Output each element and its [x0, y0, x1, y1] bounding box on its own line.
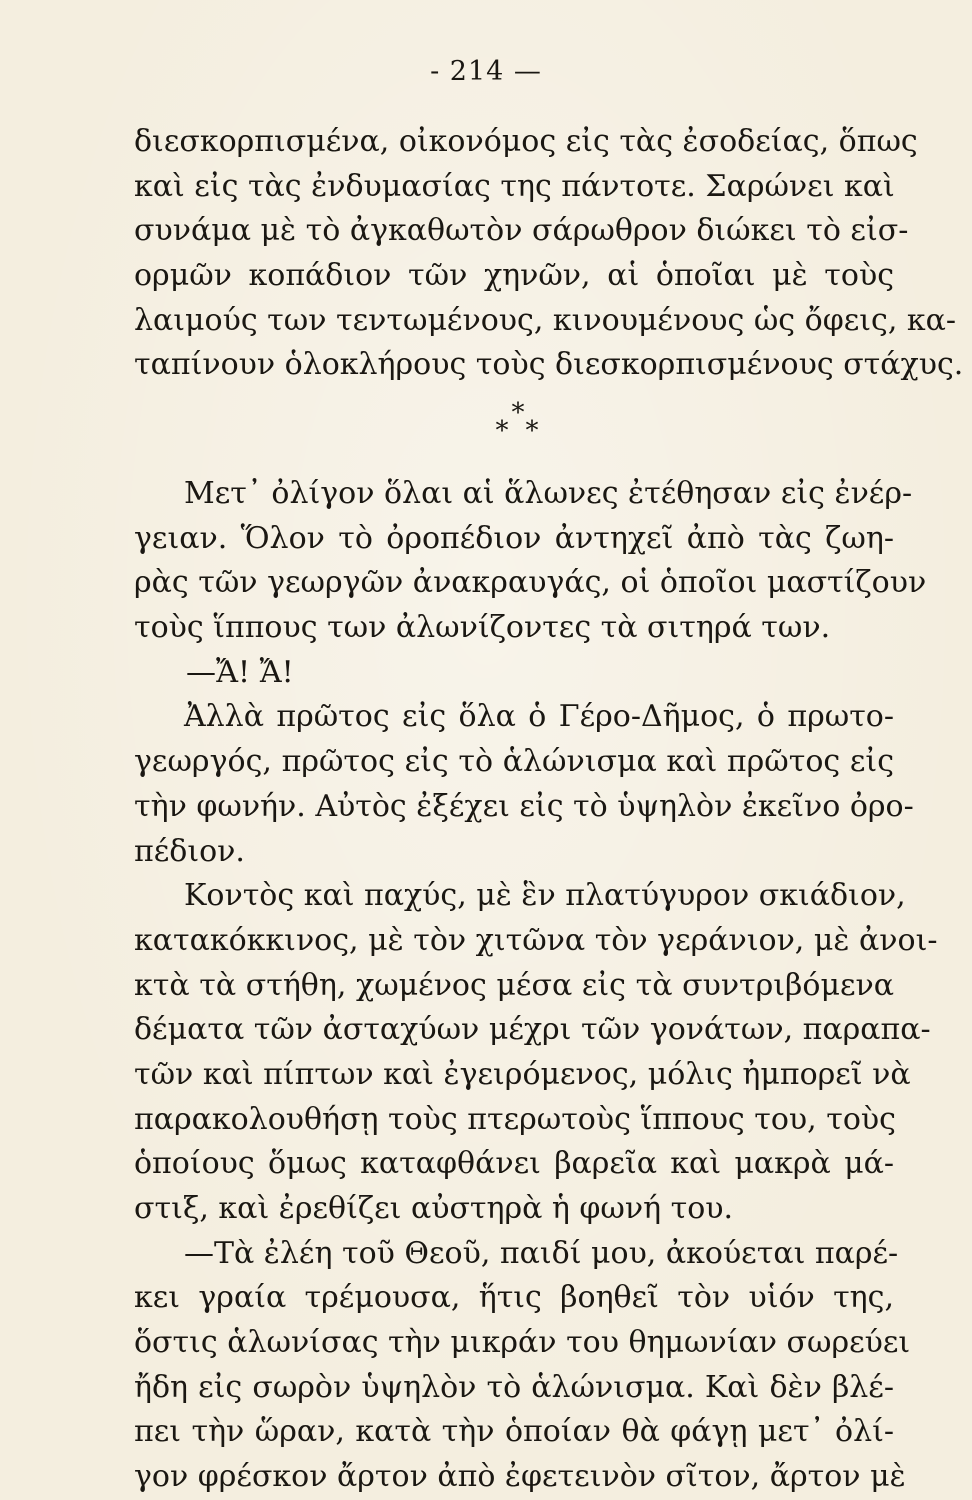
text-line: ρὰς τῶν γεωργῶν ἀνακραυγάς, οἱ ὁποῖοι μαστίζουν [134, 565, 927, 601]
text-line: παρακολουθήσῃ τοὺς πτερωτοὺς ἵππους του, τοὺς [134, 1101, 896, 1137]
text-line: τὴν φωνήν. Αὐτὸς ἐξέχει εἰς τὸ ὑψηλὸν ἐκεῖνο ὀρο- [134, 788, 914, 824]
dialogue-line: —Ἄ! Ἄ! [186, 654, 294, 690]
text-line: ταπίνουν ὁλοκλήρους τοὺς διεσκορπισμένους στάχυς. [134, 347, 964, 383]
text-line: Ἀλλὰ πρῶτος εἰς ὅλα ὁ Γέρο-Δῆμος, ὁ πρωτο- [184, 699, 894, 735]
text-line: ὁποίους ὅμως καταφθάνει βαρεῖα καὶ μακρὰ μά- [134, 1146, 894, 1182]
text-line: —Τὰ ἐλέη τοῦ Θεοῦ, παιδί μου, ἀκούεται παρέ- [184, 1235, 899, 1271]
text-line: πέδιον. [134, 833, 245, 869]
paragraph-2 [134, 472, 938, 1500]
text-line: κει γραία τρέμουσα, ἥτις βοηθεῖ τὸν υἱόν της, [134, 1280, 894, 1316]
asterisk: * [495, 416, 509, 446]
text-line: στιξ, καὶ ἐρεθίζει αὐστηρὰ ἡ φωνή του. [134, 1191, 734, 1226]
asterisk: * [511, 398, 525, 428]
text-line: γειαν. Ὅλον τὸ ὀροπέδιον ἀντηχεῖ ἀπὸ τὰς ζωη- [134, 520, 894, 556]
asterisk: * [525, 416, 539, 446]
text-line: κτὰ τὰ στήθη, χωμένος μέσα εἰς τὰ συντριβόμενα [134, 967, 894, 1003]
text-line: πει τὴν ὥραν, κατὰ τὴν ὁποίαν θὰ φάγῃ μετ᾽ ὀλί- [134, 1414, 894, 1450]
text-line: λαιμούς των τεντωμένους, κινουμένους ὡς ὄφεις, κα- [134, 302, 957, 338]
text-line: ορμῶν κοπάδιον τῶν χηνῶν, αἱ ὁποῖαι μὲ τοὺς [134, 258, 894, 294]
text-line: ὅστις ἁλωνίσας τὴν μικράν του θημωνίαν σωρεύει [134, 1325, 911, 1361]
page-number: - 214 — [430, 56, 542, 87]
text-line: συνάμα μὲ τὸ ἀγκαθωτὸν σάρωθρον διώκει τὸ εἰσ- [134, 213, 909, 249]
text-line: γεωργός, πρῶτος εἰς τὸ ἁλώνισμα καὶ πρῶτος εἰς [134, 744, 894, 780]
text-line: τοὺς ἵππους των ἀλωνίζοντες τὰ σιτηρά των. [134, 610, 831, 646]
text-line: διεσκορπισμένα, οἰκονόμος εἰς τὰς ἐσοδείας, ὅπως [134, 124, 918, 159]
section-separator-asterism [0, 398, 972, 458]
text-line: Μετ᾽ ὀλίγον ὅλαι αἱ ἅλωνες ἐτέθησαν εἰς ἐνέρ- [184, 476, 913, 511]
text-line: δέματα τῶν ἀσταχύων μέχρι τῶν γονάτων, παραπα- [134, 1012, 931, 1048]
text-line: ἤδη εἰς σωρὸν ὑψηλὸν τὸ ἁλώνισμα. Καὶ δὲν βλέ- [134, 1369, 894, 1405]
paragraph-1 [134, 120, 964, 388]
text-line: γον φρέσκον ἄρτον ἀπὸ ἐφετεινὸν σῖτον, ἄρτον μὲ [134, 1459, 906, 1495]
text-line: τῶν καὶ πίπτων καὶ ἐγειρόμενος, μόλις ἠμπορεῖ νὰ [134, 1056, 911, 1092]
text-line: καὶ εἰς τὰς ἐνδυμασίας της πάντοτε. Σαρώνει καὶ [134, 168, 895, 204]
text-line: κατακόκκινος, μὲ τὸν χιτῶνα τὸν γεράνιον, μὲ ἀνοι- [134, 922, 938, 958]
text-line: Κοντὸς καὶ παχύς, μὲ ἓν πλατύγυρον σκιάδιον, [184, 878, 906, 914]
